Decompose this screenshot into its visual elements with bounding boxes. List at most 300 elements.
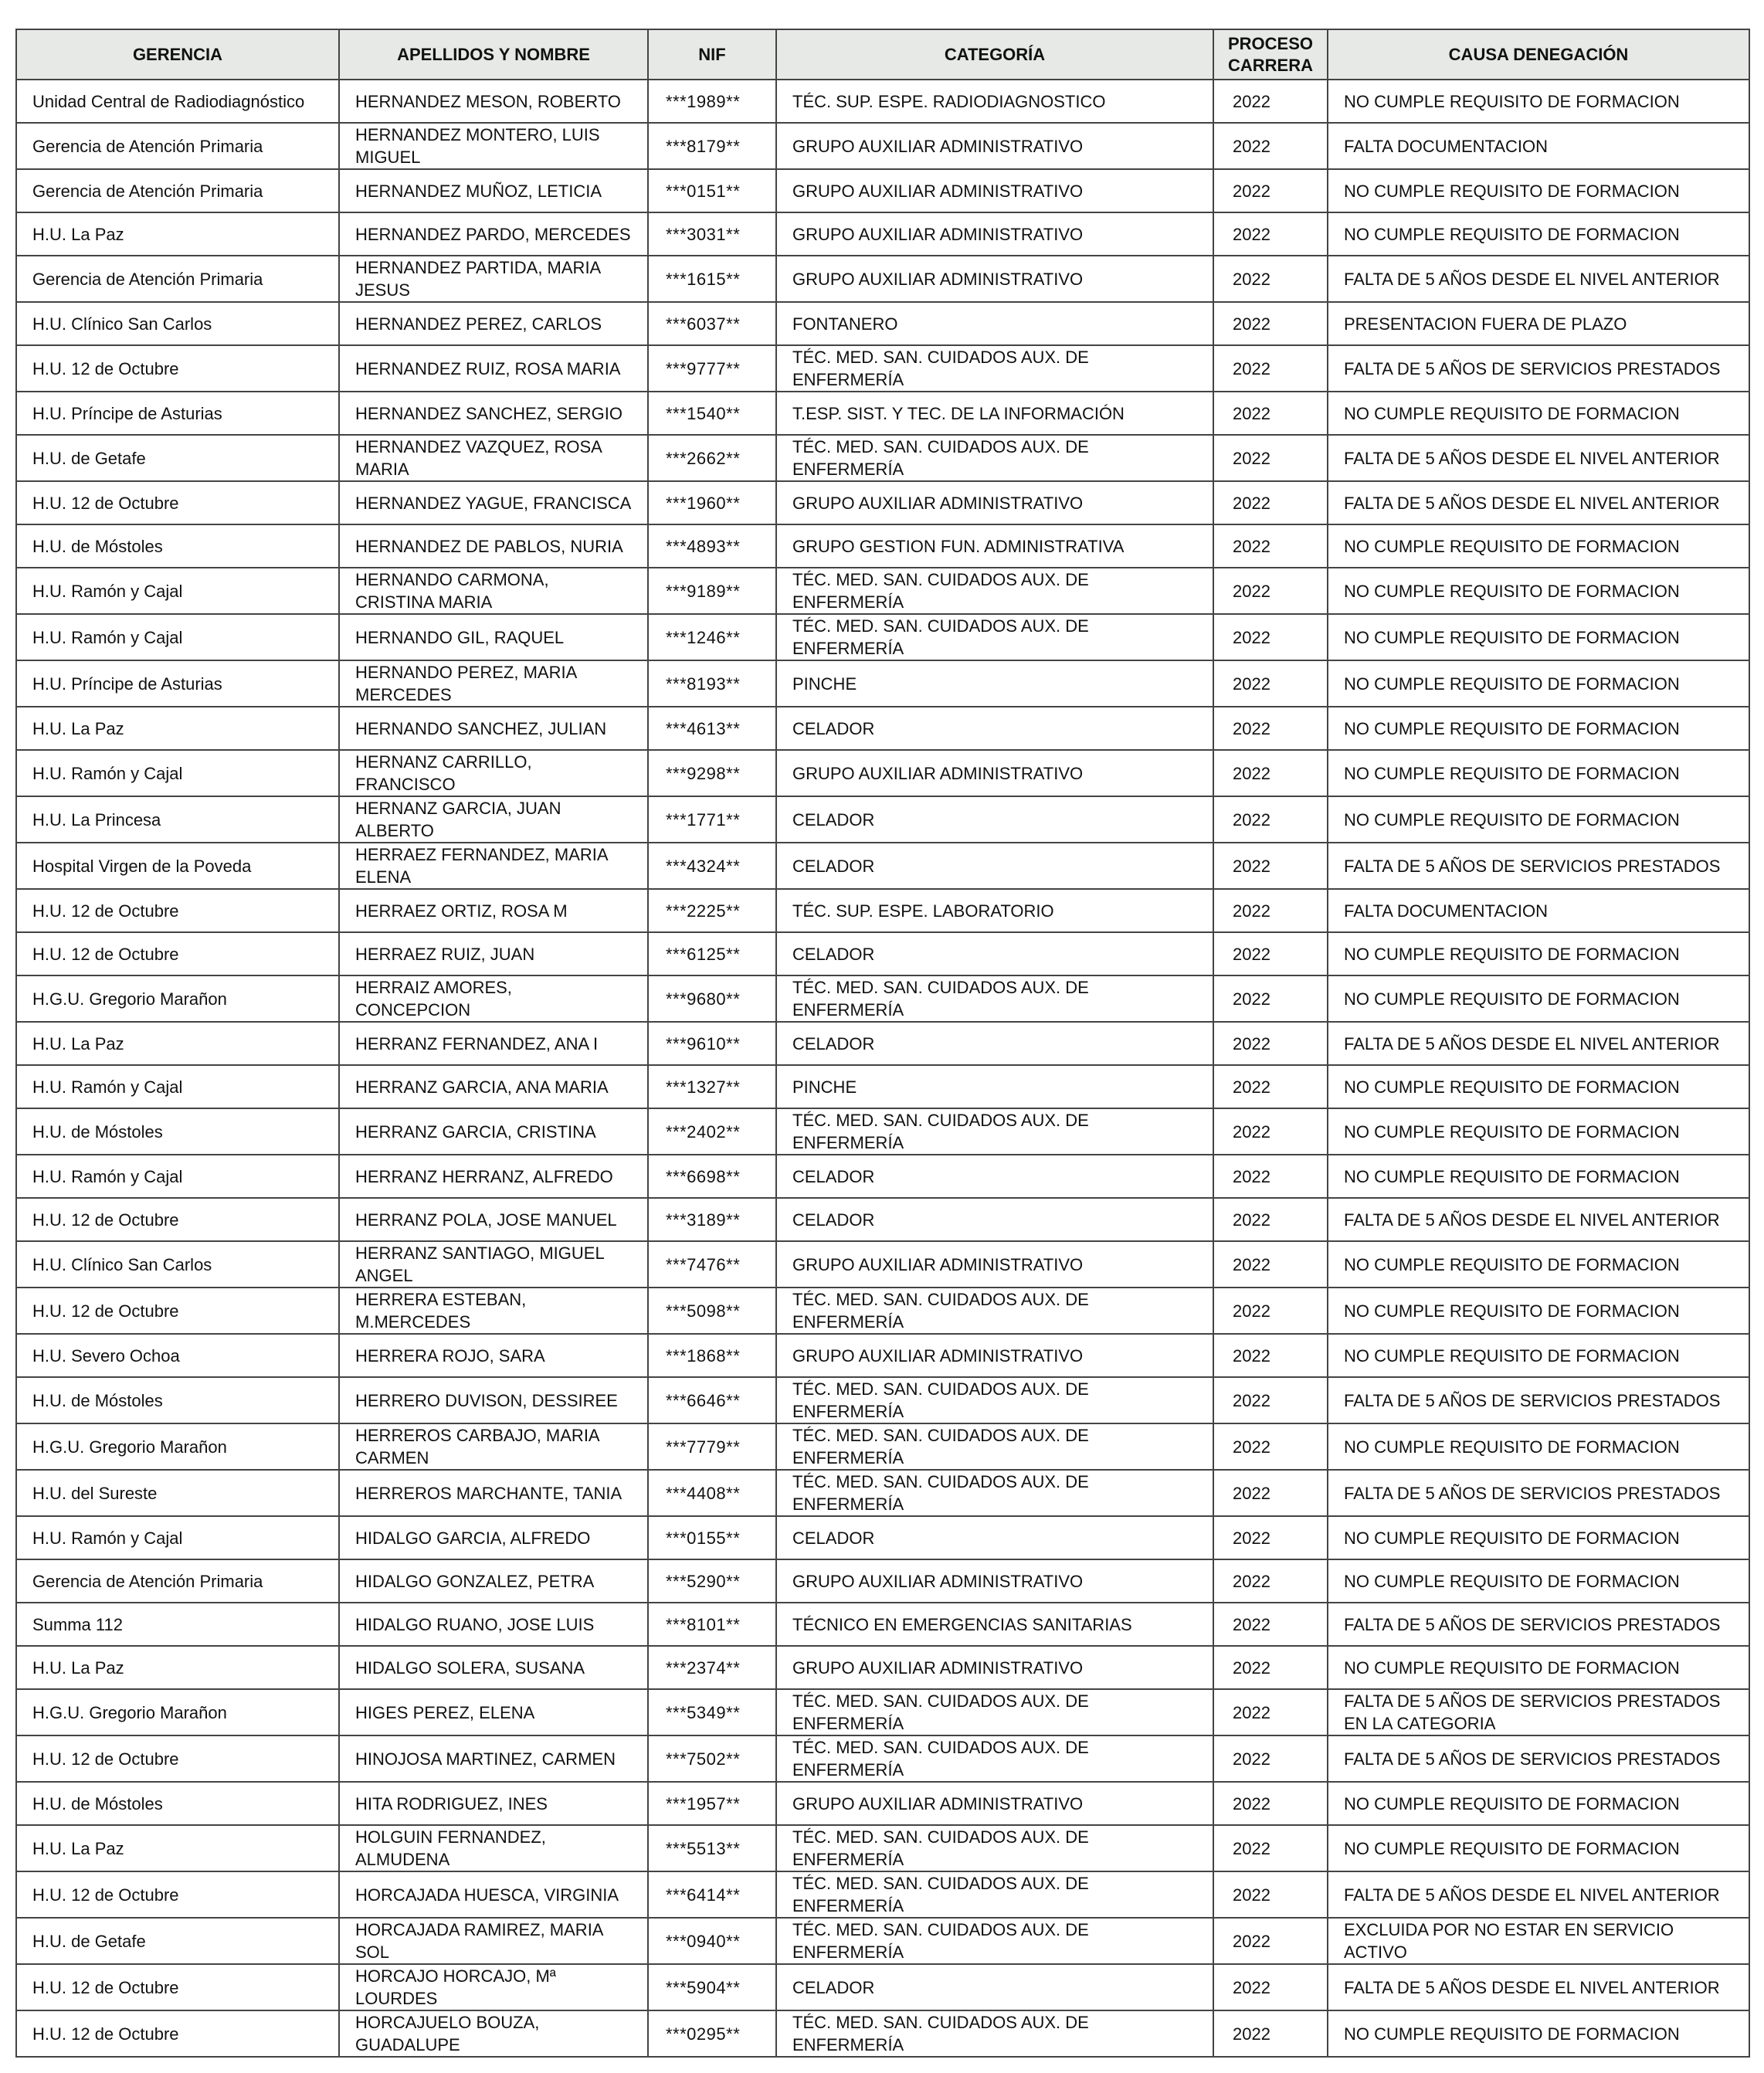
cell-categoria: TÉC. MED. SAN. CUIDADOS AUX. DE ENFERMERÍA [776, 1470, 1213, 1516]
table-row [16, 524, 1749, 568]
cell-apellidos-nombre: HERNANDEZ PARDO, MERCEDES [339, 212, 648, 256]
cell-gerencia: Unidad Central de Radiodiagnóstico [16, 80, 339, 123]
cell-gerencia: H.U. La Paz [16, 1825, 339, 1871]
cell-gerencia: H.U. La Princesa [16, 796, 339, 843]
cell-apellidos-nombre: HERRAIZ AMORES, CONCEPCION [339, 975, 648, 1022]
cell-nif: ***0295** [648, 2010, 776, 2057]
cell-gerencia: H.U. Clínico San Carlos [16, 1241, 339, 1288]
cell-apellidos-nombre: HERNANDO SANCHEZ, JULIAN [339, 707, 648, 750]
cell-proceso-carrera: 2022 [1213, 302, 1328, 345]
cell-apellidos-nombre: HERRAEZ ORTIZ, ROSA M [339, 889, 648, 932]
cell-categoria: GRUPO AUXILIAR ADMINISTRATIVO [776, 212, 1213, 256]
cell-nif: ***1960** [648, 481, 776, 524]
table-row [16, 660, 1749, 707]
cell-apellidos-nombre: HERREROS CARBAJO, MARIA CARMEN [339, 1423, 648, 1470]
header-gerencia: GERENCIA [16, 29, 339, 80]
cell-causa-denegacion: FALTA DE 5 AÑOS DE SERVICIOS PRESTADOS [1328, 345, 1749, 392]
cell-nif: ***3031** [648, 212, 776, 256]
cell-causa-denegacion: FALTA DOCUMENTACION [1328, 889, 1749, 932]
cell-proceso-carrera: 2022 [1213, 1603, 1328, 1646]
cell-proceso-carrera: 2022 [1213, 932, 1328, 975]
cell-categoria: GRUPO AUXILIAR ADMINISTRATIVO [776, 1559, 1213, 1603]
cell-proceso-carrera: 2022 [1213, 750, 1328, 796]
cell-causa-denegacion: NO CUMPLE REQUISITO DE FORMACION [1328, 750, 1749, 796]
table-row [16, 1735, 1749, 1782]
table-row [16, 1423, 1749, 1470]
cell-causa-denegacion: NO CUMPLE REQUISITO DE FORMACION [1328, 1782, 1749, 1825]
cell-proceso-carrera: 2022 [1213, 889, 1328, 932]
cell-proceso-carrera: 2022 [1213, 796, 1328, 843]
cell-apellidos-nombre: HERRERO DUVISON, DESSIREE [339, 1377, 648, 1423]
cell-nif: ***1615** [648, 256, 776, 302]
cell-causa-denegacion: NO CUMPLE REQUISITO DE FORMACION [1328, 1241, 1749, 1288]
table-row [16, 212, 1749, 256]
cell-categoria: GRUPO AUXILIAR ADMINISTRATIVO [776, 750, 1213, 796]
cell-proceso-carrera: 2022 [1213, 123, 1328, 169]
cell-gerencia: H.U. Ramón y Cajal [16, 1155, 339, 1198]
cell-proceso-carrera: 2022 [1213, 524, 1328, 568]
cell-proceso-carrera: 2022 [1213, 1334, 1328, 1377]
cell-categoria: FONTANERO [776, 302, 1213, 345]
cell-gerencia: H.U. 12 de Octubre [16, 2010, 339, 2057]
cell-nif: ***1327** [648, 1065, 776, 1108]
cell-categoria: TÉC. MED. SAN. CUIDADOS AUX. DE ENFERMERÍA [776, 1689, 1213, 1735]
cell-proceso-carrera: 2022 [1213, 1470, 1328, 1516]
cell-proceso-carrera: 2022 [1213, 1241, 1328, 1288]
cell-nif: ***1771** [648, 796, 776, 843]
table-row [16, 889, 1749, 932]
cell-gerencia: H.U. 12 de Octubre [16, 1964, 339, 2010]
cell-nif: ***7779** [648, 1423, 776, 1470]
cell-categoria: CELADOR [776, 1516, 1213, 1559]
cell-proceso-carrera: 2022 [1213, 1918, 1328, 1964]
cell-categoria: CELADOR [776, 1155, 1213, 1198]
cell-proceso-carrera: 2022 [1213, 169, 1328, 212]
cell-categoria: TÉC. MED. SAN. CUIDADOS AUX. DE ENFERMERÍA [776, 568, 1213, 614]
cell-gerencia: H.U. de Móstoles [16, 1377, 339, 1423]
cell-categoria: GRUPO AUXILIAR ADMINISTRATIVO [776, 169, 1213, 212]
table-row [16, 123, 1749, 169]
cell-apellidos-nombre: HERNANDO CARMONA, CRISTINA MARIA [339, 568, 648, 614]
cell-gerencia: H.U. de Móstoles [16, 1782, 339, 1825]
cell-proceso-carrera: 2022 [1213, 345, 1328, 392]
cell-categoria: PINCHE [776, 1065, 1213, 1108]
cell-categoria: TÉC. MED. SAN. CUIDADOS AUX. DE ENFERMERÍA [776, 1288, 1213, 1334]
cell-causa-denegacion: NO CUMPLE REQUISITO DE FORMACION [1328, 80, 1749, 123]
cell-categoria: GRUPO AUXILIAR ADMINISTRATIVO [776, 481, 1213, 524]
cell-causa-denegacion: FALTA DE 5 AÑOS DE SERVICIOS PRESTADOS [1328, 1603, 1749, 1646]
cell-apellidos-nombre: HIDALGO SOLERA, SUSANA [339, 1646, 648, 1689]
cell-proceso-carrera: 2022 [1213, 1689, 1328, 1735]
cell-gerencia: H.U. 12 de Octubre [16, 1871, 339, 1918]
header-nif: NIF [648, 29, 776, 80]
cell-apellidos-nombre: HERNANDEZ DE PABLOS, NURIA [339, 524, 648, 568]
cell-causa-denegacion: NO CUMPLE REQUISITO DE FORMACION [1328, 614, 1749, 660]
cell-causa-denegacion: NO CUMPLE REQUISITO DE FORMACION [1328, 1516, 1749, 1559]
cell-proceso-carrera: 2022 [1213, 1516, 1328, 1559]
cell-gerencia: H.U. Príncipe de Asturias [16, 392, 339, 435]
cell-apellidos-nombre: HINOJOSA MARTINEZ, CARMEN [339, 1735, 648, 1782]
cell-proceso-carrera: 2022 [1213, 1022, 1328, 1065]
cell-categoria: CELADOR [776, 932, 1213, 975]
cell-categoria: TÉC. MED. SAN. CUIDADOS AUX. DE ENFERMERÍA [776, 1871, 1213, 1918]
cell-nif: ***1989** [648, 80, 776, 123]
cell-nif: ***5290** [648, 1559, 776, 1603]
cell-apellidos-nombre: HIDALGO RUANO, JOSE LUIS [339, 1603, 648, 1646]
cell-apellidos-nombre: HORCAJADA RAMIREZ, MARIA SOL [339, 1918, 648, 1964]
cell-categoria: PINCHE [776, 660, 1213, 707]
table-row [16, 302, 1749, 345]
cell-categoria: TÉC. MED. SAN. CUIDADOS AUX. DE ENFERMERÍA [776, 1377, 1213, 1423]
header-categoria: CATEGORÍA [776, 29, 1213, 80]
table-row [16, 975, 1749, 1022]
cell-nif: ***6037** [648, 302, 776, 345]
cell-gerencia: Gerencia de Atención Primaria [16, 1559, 339, 1603]
cell-categoria: TÉC. SUP. ESPE. RADIODIAGNOSTICO [776, 80, 1213, 123]
cell-apellidos-nombre: HERREROS MARCHANTE, TANIA [339, 1470, 648, 1516]
cell-causa-denegacion: NO CUMPLE REQUISITO DE FORMACION [1328, 932, 1749, 975]
cell-gerencia: H.U. de Getafe [16, 1918, 339, 1964]
cell-causa-denegacion: FALTA DE 5 AÑOS DE SERVICIOS PRESTADOS [1328, 843, 1749, 889]
cell-causa-denegacion: NO CUMPLE REQUISITO DE FORMACION [1328, 1065, 1749, 1108]
cell-proceso-carrera: 2022 [1213, 614, 1328, 660]
cell-apellidos-nombre: HERRANZ SANTIAGO, MIGUEL ANGEL [339, 1241, 648, 1288]
cell-gerencia: H.U. Ramón y Cajal [16, 750, 339, 796]
cell-apellidos-nombre: HORCAJUELO BOUZA, GUADALUPE [339, 2010, 648, 2057]
cell-gerencia: H.U. de Móstoles [16, 524, 339, 568]
cell-gerencia: H.G.U. Gregorio Marañon [16, 975, 339, 1022]
cell-gerencia: H.U. La Paz [16, 1022, 339, 1065]
cell-causa-denegacion: FALTA DE 5 AÑOS DE SERVICIOS PRESTADOS [1328, 1470, 1749, 1516]
table-row [16, 568, 1749, 614]
cell-proceso-carrera: 2022 [1213, 481, 1328, 524]
cell-nif: ***4613** [648, 707, 776, 750]
table-row [16, 1241, 1749, 1288]
cell-causa-denegacion: NO CUMPLE REQUISITO DE FORMACION [1328, 975, 1749, 1022]
cell-gerencia: H.U. de Móstoles [16, 1108, 339, 1155]
cell-apellidos-nombre: HERNANDEZ RUIZ, ROSA MARIA [339, 345, 648, 392]
cell-nif: ***1957** [648, 1782, 776, 1825]
cell-apellidos-nombre: HERRAEZ RUIZ, JUAN [339, 932, 648, 975]
table-row [16, 1871, 1749, 1918]
table-row [16, 392, 1749, 435]
cell-apellidos-nombre: HIDALGO GARCIA, ALFREDO [339, 1516, 648, 1559]
cell-nif: ***1868** [648, 1334, 776, 1377]
cell-causa-denegacion: FALTA DE 5 AÑOS DE SERVICIOS PRESTADOS [1328, 1735, 1749, 1782]
cell-nif: ***9189** [648, 568, 776, 614]
cell-categoria: CELADOR [776, 1198, 1213, 1241]
cell-causa-denegacion: NO CUMPLE REQUISITO DE FORMACION [1328, 1334, 1749, 1377]
denial-table [15, 29, 1750, 2058]
cell-causa-denegacion: NO CUMPLE REQUISITO DE FORMACION [1328, 707, 1749, 750]
cell-apellidos-nombre: HORCAJO HORCAJO, Mª LOURDES [339, 1964, 648, 2010]
cell-nif: ***4408** [648, 1470, 776, 1516]
cell-apellidos-nombre: HERRANZ HERRANZ, ALFREDO [339, 1155, 648, 1198]
cell-categoria: GRUPO AUXILIAR ADMINISTRATIVO [776, 1334, 1213, 1377]
cell-causa-denegacion: FALTA DE 5 AÑOS DESDE EL NIVEL ANTERIOR [1328, 1871, 1749, 1918]
table-header [16, 29, 1749, 80]
cell-gerencia: H.U. 12 de Octubre [16, 932, 339, 975]
cell-gerencia: H.U. Severo Ochoa [16, 1334, 339, 1377]
cell-categoria: GRUPO AUXILIAR ADMINISTRATIVO [776, 123, 1213, 169]
cell-apellidos-nombre: HERNANZ CARRILLO, FRANCISCO [339, 750, 648, 796]
cell-nif: ***2225** [648, 889, 776, 932]
cell-gerencia: H.G.U. Gregorio Marañon [16, 1423, 339, 1470]
table-row [16, 435, 1749, 481]
cell-categoria: TÉC. MED. SAN. CUIDADOS AUX. DE ENFERMERÍA [776, 614, 1213, 660]
cell-proceso-carrera: 2022 [1213, 1288, 1328, 1334]
table-row [16, 843, 1749, 889]
cell-proceso-carrera: 2022 [1213, 435, 1328, 481]
cell-causa-denegacion: FALTA DE 5 AÑOS DESDE EL NIVEL ANTERIOR [1328, 1022, 1749, 1065]
cell-gerencia: Hospital Virgen de la Poveda [16, 843, 339, 889]
cell-proceso-carrera: 2022 [1213, 1065, 1328, 1108]
cell-categoria: CELADOR [776, 707, 1213, 750]
cell-categoria: TÉC. MED. SAN. CUIDADOS AUX. DE ENFERMERÍA [776, 975, 1213, 1022]
cell-apellidos-nombre: HERNANDEZ PARTIDA, MARIA JESUS [339, 256, 648, 302]
cell-categoria: TÉC. SUP. ESPE. LABORATORIO [776, 889, 1213, 932]
cell-gerencia: H.U. Clínico San Carlos [16, 302, 339, 345]
cell-proceso-carrera: 2022 [1213, 568, 1328, 614]
cell-nif: ***4324** [648, 843, 776, 889]
cell-gerencia: H.U. de Getafe [16, 435, 339, 481]
table-row [16, 1689, 1749, 1735]
table-row [16, 1108, 1749, 1155]
cell-causa-denegacion: NO CUMPLE REQUISITO DE FORMACION [1328, 1288, 1749, 1334]
cell-proceso-carrera: 2022 [1213, 1646, 1328, 1689]
cell-proceso-carrera: 2022 [1213, 1377, 1328, 1423]
cell-gerencia: H.G.U. Gregorio Marañon [16, 1689, 339, 1735]
table-row [16, 1918, 1749, 1964]
cell-nif: ***6698** [648, 1155, 776, 1198]
cell-gerencia: Gerencia de Atención Primaria [16, 256, 339, 302]
cell-gerencia: Summa 112 [16, 1603, 339, 1646]
cell-apellidos-nombre: HERRAEZ FERNANDEZ, MARIA ELENA [339, 843, 648, 889]
cell-proceso-carrera: 2022 [1213, 1964, 1328, 2010]
table-row [16, 1825, 1749, 1871]
cell-causa-denegacion: NO CUMPLE REQUISITO DE FORMACION [1328, 1825, 1749, 1871]
cell-apellidos-nombre: HOLGUIN FERNANDEZ, ALMUDENA [339, 1825, 648, 1871]
cell-causa-denegacion: NO CUMPLE REQUISITO DE FORMACION [1328, 660, 1749, 707]
table-row [16, 1022, 1749, 1065]
cell-gerencia: H.U. Ramón y Cajal [16, 1065, 339, 1108]
cell-proceso-carrera: 2022 [1213, 975, 1328, 1022]
cell-causa-denegacion: NO CUMPLE REQUISITO DE FORMACION [1328, 2010, 1749, 2057]
cell-proceso-carrera: 2022 [1213, 80, 1328, 123]
cell-gerencia: H.U. 12 de Octubre [16, 481, 339, 524]
cell-nif: ***9610** [648, 1022, 776, 1065]
table-row [16, 1198, 1749, 1241]
header-proceso-carrera: PROCESO CARRERA [1213, 29, 1328, 80]
table-row [16, 707, 1749, 750]
cell-causa-denegacion: FALTA DE 5 AÑOS DE SERVICIOS PRESTADOS EN LA CATEGORIA [1328, 1689, 1749, 1735]
cell-categoria: TÉC. MED. SAN. CUIDADOS AUX. DE ENFERMERÍA [776, 2010, 1213, 2057]
table-row [16, 1065, 1749, 1108]
cell-proceso-carrera: 2022 [1213, 1559, 1328, 1603]
cell-nif: ***8101** [648, 1603, 776, 1646]
table-body [16, 80, 1749, 2057]
cell-nif: ***0151** [648, 169, 776, 212]
cell-gerencia: H.U. La Paz [16, 707, 339, 750]
cell-categoria: GRUPO AUXILIAR ADMINISTRATIVO [776, 1241, 1213, 1288]
cell-apellidos-nombre: HERNANDO GIL, RAQUEL [339, 614, 648, 660]
table-row [16, 1377, 1749, 1423]
cell-proceso-carrera: 2022 [1213, 256, 1328, 302]
cell-apellidos-nombre: HERRERA ROJO, SARA [339, 1334, 648, 1377]
cell-nif: ***5349** [648, 1689, 776, 1735]
table-row [16, 169, 1749, 212]
table-row [16, 345, 1749, 392]
cell-nif: ***9680** [648, 975, 776, 1022]
cell-nif: ***0940** [648, 1918, 776, 1964]
cell-causa-denegacion: EXCLUIDA POR NO ESTAR EN SERVICIO ACTIVO [1328, 1918, 1749, 1964]
cell-categoria: GRUPO GESTION FUN. ADMINISTRATIVA [776, 524, 1213, 568]
cell-apellidos-nombre: HERRANZ GARCIA, CRISTINA [339, 1108, 648, 1155]
cell-gerencia: Gerencia de Atención Primaria [16, 169, 339, 212]
cell-apellidos-nombre: HERNANDEZ VAZQUEZ, ROSA MARIA [339, 435, 648, 481]
header-row [16, 29, 1749, 80]
cell-nif: ***6414** [648, 1871, 776, 1918]
cell-causa-denegacion: NO CUMPLE REQUISITO DE FORMACION [1328, 392, 1749, 435]
cell-gerencia: H.U. 12 de Octubre [16, 1288, 339, 1334]
cell-nif: ***1246** [648, 614, 776, 660]
cell-apellidos-nombre: HIGES PEREZ, ELENA [339, 1689, 648, 1735]
cell-categoria: T.ESP. SIST. Y TEC. DE LA INFORMACIÓN [776, 392, 1213, 435]
header-apellidos-nombre: APELLIDOS Y NOMBRE [339, 29, 648, 80]
table-row [16, 256, 1749, 302]
cell-proceso-carrera: 2022 [1213, 392, 1328, 435]
cell-nif: ***7502** [648, 1735, 776, 1782]
cell-proceso-carrera: 2022 [1213, 707, 1328, 750]
cell-proceso-carrera: 2022 [1213, 1825, 1328, 1871]
table-row [16, 1155, 1749, 1198]
cell-categoria: GRUPO AUXILIAR ADMINISTRATIVO [776, 256, 1213, 302]
cell-nif: ***5904** [648, 1964, 776, 2010]
cell-nif: ***9777** [648, 345, 776, 392]
table-row [16, 1288, 1749, 1334]
cell-nif: ***5098** [648, 1288, 776, 1334]
cell-categoria: TÉC. MED. SAN. CUIDADOS AUX. DE ENFERMERÍA [776, 345, 1213, 392]
cell-causa-denegacion: PRESENTACION FUERA DE PLAZO [1328, 302, 1749, 345]
cell-proceso-carrera: 2022 [1213, 1871, 1328, 1918]
cell-categoria: TÉC. MED. SAN. CUIDADOS AUX. DE ENFERMERÍA [776, 1423, 1213, 1470]
table-row [16, 614, 1749, 660]
cell-nif: ***2402** [648, 1108, 776, 1155]
cell-apellidos-nombre: HIDALGO GONZALEZ, PETRA [339, 1559, 648, 1603]
cell-causa-denegacion: NO CUMPLE REQUISITO DE FORMACION [1328, 212, 1749, 256]
cell-gerencia: H.U. Ramón y Cajal [16, 568, 339, 614]
cell-nif: ***8193** [648, 660, 776, 707]
table-row [16, 750, 1749, 796]
cell-apellidos-nombre: HERNANDEZ MONTERO, LUIS MIGUEL [339, 123, 648, 169]
table-row [16, 1559, 1749, 1603]
cell-gerencia: H.U. 12 de Octubre [16, 1198, 339, 1241]
table-row [16, 1470, 1749, 1516]
cell-causa-denegacion: FALTA DE 5 AÑOS DESDE EL NIVEL ANTERIOR [1328, 1964, 1749, 2010]
table-row [16, 2010, 1749, 2057]
table-row [16, 1782, 1749, 1825]
cell-categoria: CELADOR [776, 843, 1213, 889]
cell-causa-denegacion: FALTA DE 5 AÑOS DESDE EL NIVEL ANTERIOR [1328, 1198, 1749, 1241]
cell-causa-denegacion: FALTA DE 5 AÑOS DE SERVICIOS PRESTADOS [1328, 1377, 1749, 1423]
cell-nif: ***7476** [648, 1241, 776, 1288]
cell-proceso-carrera: 2022 [1213, 1782, 1328, 1825]
cell-nif: ***4893** [648, 524, 776, 568]
cell-causa-denegacion: FALTA DE 5 AÑOS DESDE EL NIVEL ANTERIOR [1328, 256, 1749, 302]
cell-apellidos-nombre: HERNANDEZ PEREZ, CARLOS [339, 302, 648, 345]
cell-gerencia: H.U. 12 de Octubre [16, 1735, 339, 1782]
cell-nif: ***8179** [648, 123, 776, 169]
cell-categoria: TÉCNICO EN EMERGENCIAS SANITARIAS [776, 1603, 1213, 1646]
cell-causa-denegacion: FALTA DE 5 AÑOS DESDE EL NIVEL ANTERIOR [1328, 481, 1749, 524]
cell-categoria: TÉC. MED. SAN. CUIDADOS AUX. DE ENFERMERÍA [776, 1918, 1213, 1964]
cell-categoria: CELADOR [776, 1022, 1213, 1065]
cell-apellidos-nombre: HERRANZ FERNANDEZ, ANA I [339, 1022, 648, 1065]
cell-proceso-carrera: 2022 [1213, 212, 1328, 256]
cell-categoria: CELADOR [776, 1964, 1213, 2010]
cell-causa-denegacion: NO CUMPLE REQUISITO DE FORMACION [1328, 1108, 1749, 1155]
table-row [16, 481, 1749, 524]
cell-apellidos-nombre: HERNANDEZ MESON, ROBERTO [339, 80, 648, 123]
table-row [16, 1964, 1749, 2010]
cell-nif: ***6125** [648, 932, 776, 975]
cell-proceso-carrera: 2022 [1213, 1108, 1328, 1155]
cell-nif: ***0155** [648, 1516, 776, 1559]
cell-gerencia: H.U. La Paz [16, 1646, 339, 1689]
table-row [16, 932, 1749, 975]
table-row [16, 80, 1749, 123]
cell-gerencia: H.U. Príncipe de Asturias [16, 660, 339, 707]
cell-proceso-carrera: 2022 [1213, 1155, 1328, 1198]
cell-apellidos-nombre: HERNANDEZ SANCHEZ, SERGIO [339, 392, 648, 435]
cell-categoria: GRUPO AUXILIAR ADMINISTRATIVO [776, 1782, 1213, 1825]
cell-nif: ***1540** [648, 392, 776, 435]
cell-categoria: TÉC. MED. SAN. CUIDADOS AUX. DE ENFERMERÍA [776, 1735, 1213, 1782]
cell-nif: ***5513** [648, 1825, 776, 1871]
cell-gerencia: H.U. 12 de Octubre [16, 889, 339, 932]
table-row [16, 1334, 1749, 1377]
cell-apellidos-nombre: HERNANDEZ MUÑOZ, LETICIA [339, 169, 648, 212]
cell-proceso-carrera: 2022 [1213, 660, 1328, 707]
cell-gerencia: H.U. Ramón y Cajal [16, 614, 339, 660]
cell-categoria: TÉC. MED. SAN. CUIDADOS AUX. DE ENFERMERÍA [776, 1825, 1213, 1871]
cell-apellidos-nombre: HERRERA ESTEBAN, M.MERCEDES [339, 1288, 648, 1334]
cell-proceso-carrera: 2022 [1213, 2010, 1328, 2057]
cell-categoria: TÉC. MED. SAN. CUIDADOS AUX. DE ENFERMERÍA [776, 435, 1213, 481]
cell-gerencia: Gerencia de Atención Primaria [16, 123, 339, 169]
cell-proceso-carrera: 2022 [1213, 843, 1328, 889]
cell-causa-denegacion: FALTA DOCUMENTACION [1328, 123, 1749, 169]
cell-proceso-carrera: 2022 [1213, 1423, 1328, 1470]
header-causa-denegacion: CAUSA DENEGACIÓN [1328, 29, 1749, 80]
cell-causa-denegacion: NO CUMPLE REQUISITO DE FORMACION [1328, 1646, 1749, 1689]
cell-categoria: CELADOR [776, 796, 1213, 843]
cell-proceso-carrera: 2022 [1213, 1198, 1328, 1241]
cell-gerencia: H.U. Ramón y Cajal [16, 1516, 339, 1559]
cell-causa-denegacion: NO CUMPLE REQUISITO DE FORMACION [1328, 524, 1749, 568]
cell-gerencia: H.U. del Sureste [16, 1470, 339, 1516]
cell-categoria: GRUPO AUXILIAR ADMINISTRATIVO [776, 1646, 1213, 1689]
cell-causa-denegacion: NO CUMPLE REQUISITO DE FORMACION [1328, 1423, 1749, 1470]
cell-gerencia: H.U. La Paz [16, 212, 339, 256]
cell-apellidos-nombre: HERRANZ GARCIA, ANA MARIA [339, 1065, 648, 1108]
table-row [16, 1646, 1749, 1689]
cell-causa-denegacion: NO CUMPLE REQUISITO DE FORMACION [1328, 1155, 1749, 1198]
cell-causa-denegacion: NO CUMPLE REQUISITO DE FORMACION [1328, 796, 1749, 843]
table-row [16, 1516, 1749, 1559]
cell-nif: ***2662** [648, 435, 776, 481]
cell-apellidos-nombre: HERNANDEZ YAGUE, FRANCISCA [339, 481, 648, 524]
